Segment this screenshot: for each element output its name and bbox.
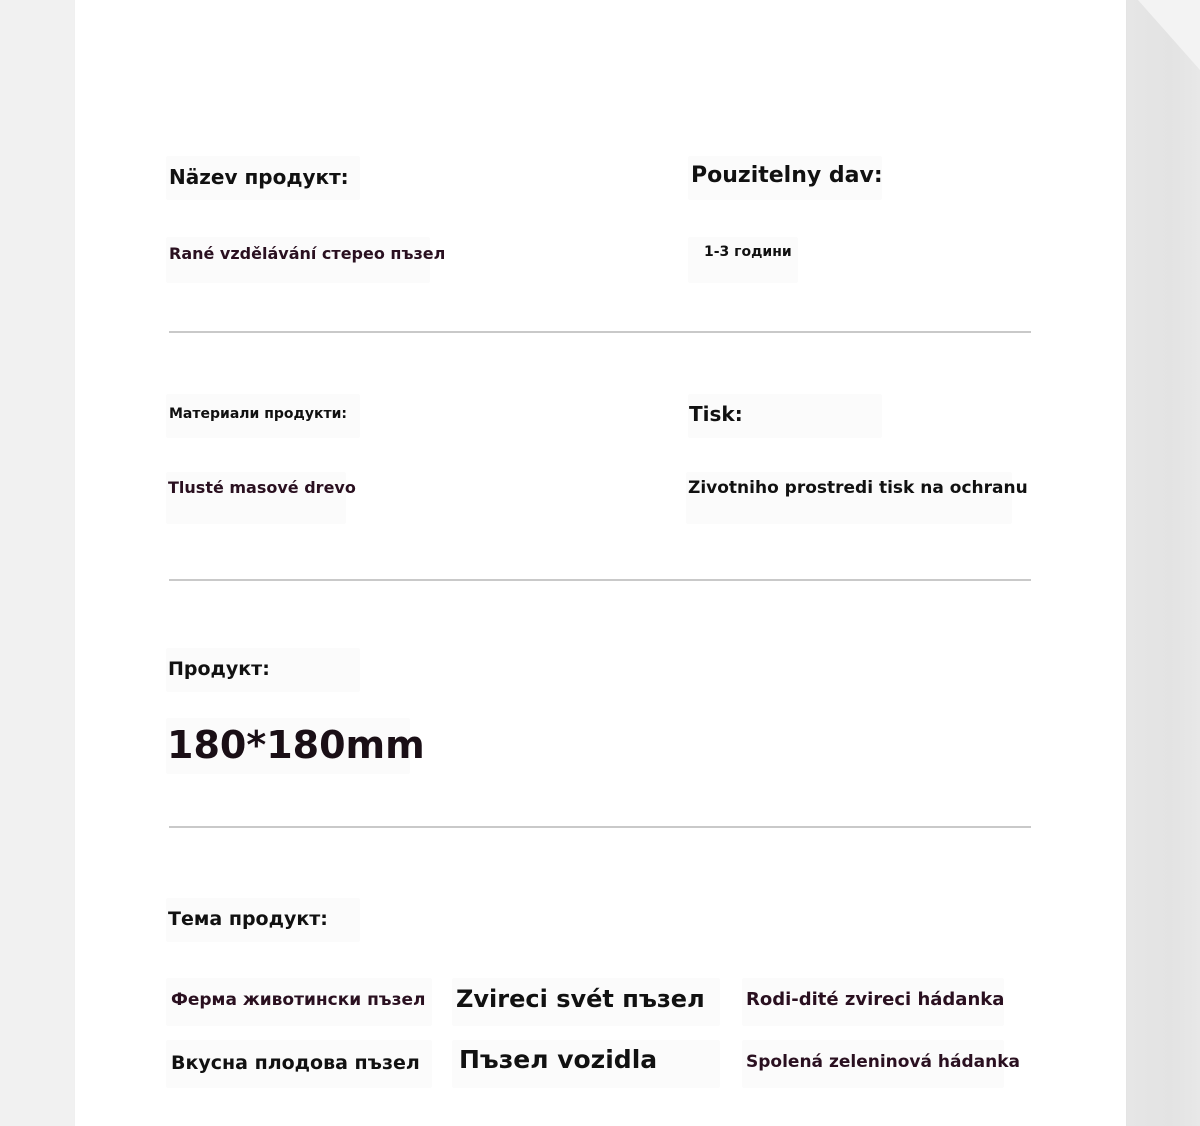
materials-label: Материали продукти: (169, 406, 347, 422)
theme-item: Rodi-dité zvireci hádanka (746, 989, 1005, 1010)
theme-item: Пъзел vozidla (459, 1045, 658, 1074)
theme-item: Вкусна плодова пъзел (171, 1052, 420, 1074)
product-name-label: Näzev продукт: (169, 165, 349, 189)
size-value: 180*180mm (167, 723, 425, 767)
background-band (1126, 0, 1200, 1126)
product-name-value: Rané vzdělávání стерео пъзел (169, 244, 446, 263)
materials-value: Tlusté masové drevo (168, 478, 356, 497)
divider (169, 331, 1031, 333)
print-label: Tisk: (689, 402, 743, 426)
size-label: Продукт: (168, 658, 270, 680)
theme-item: Zvireci svét пъзел (456, 985, 705, 1013)
theme-item: Ферма животински пъзел (171, 990, 426, 1010)
theme-label: Тема продукт: (168, 908, 328, 930)
theme-item: Spolená zeleninová hádanka (746, 1052, 1021, 1072)
usable-age-value: 1-3 години (704, 244, 792, 260)
divider (169, 826, 1031, 828)
usable-age-label: Pouzitelny dav: (691, 163, 883, 188)
print-value: Zivotniho prostredi tisk na ochranu (688, 478, 1028, 498)
divider (169, 579, 1031, 581)
